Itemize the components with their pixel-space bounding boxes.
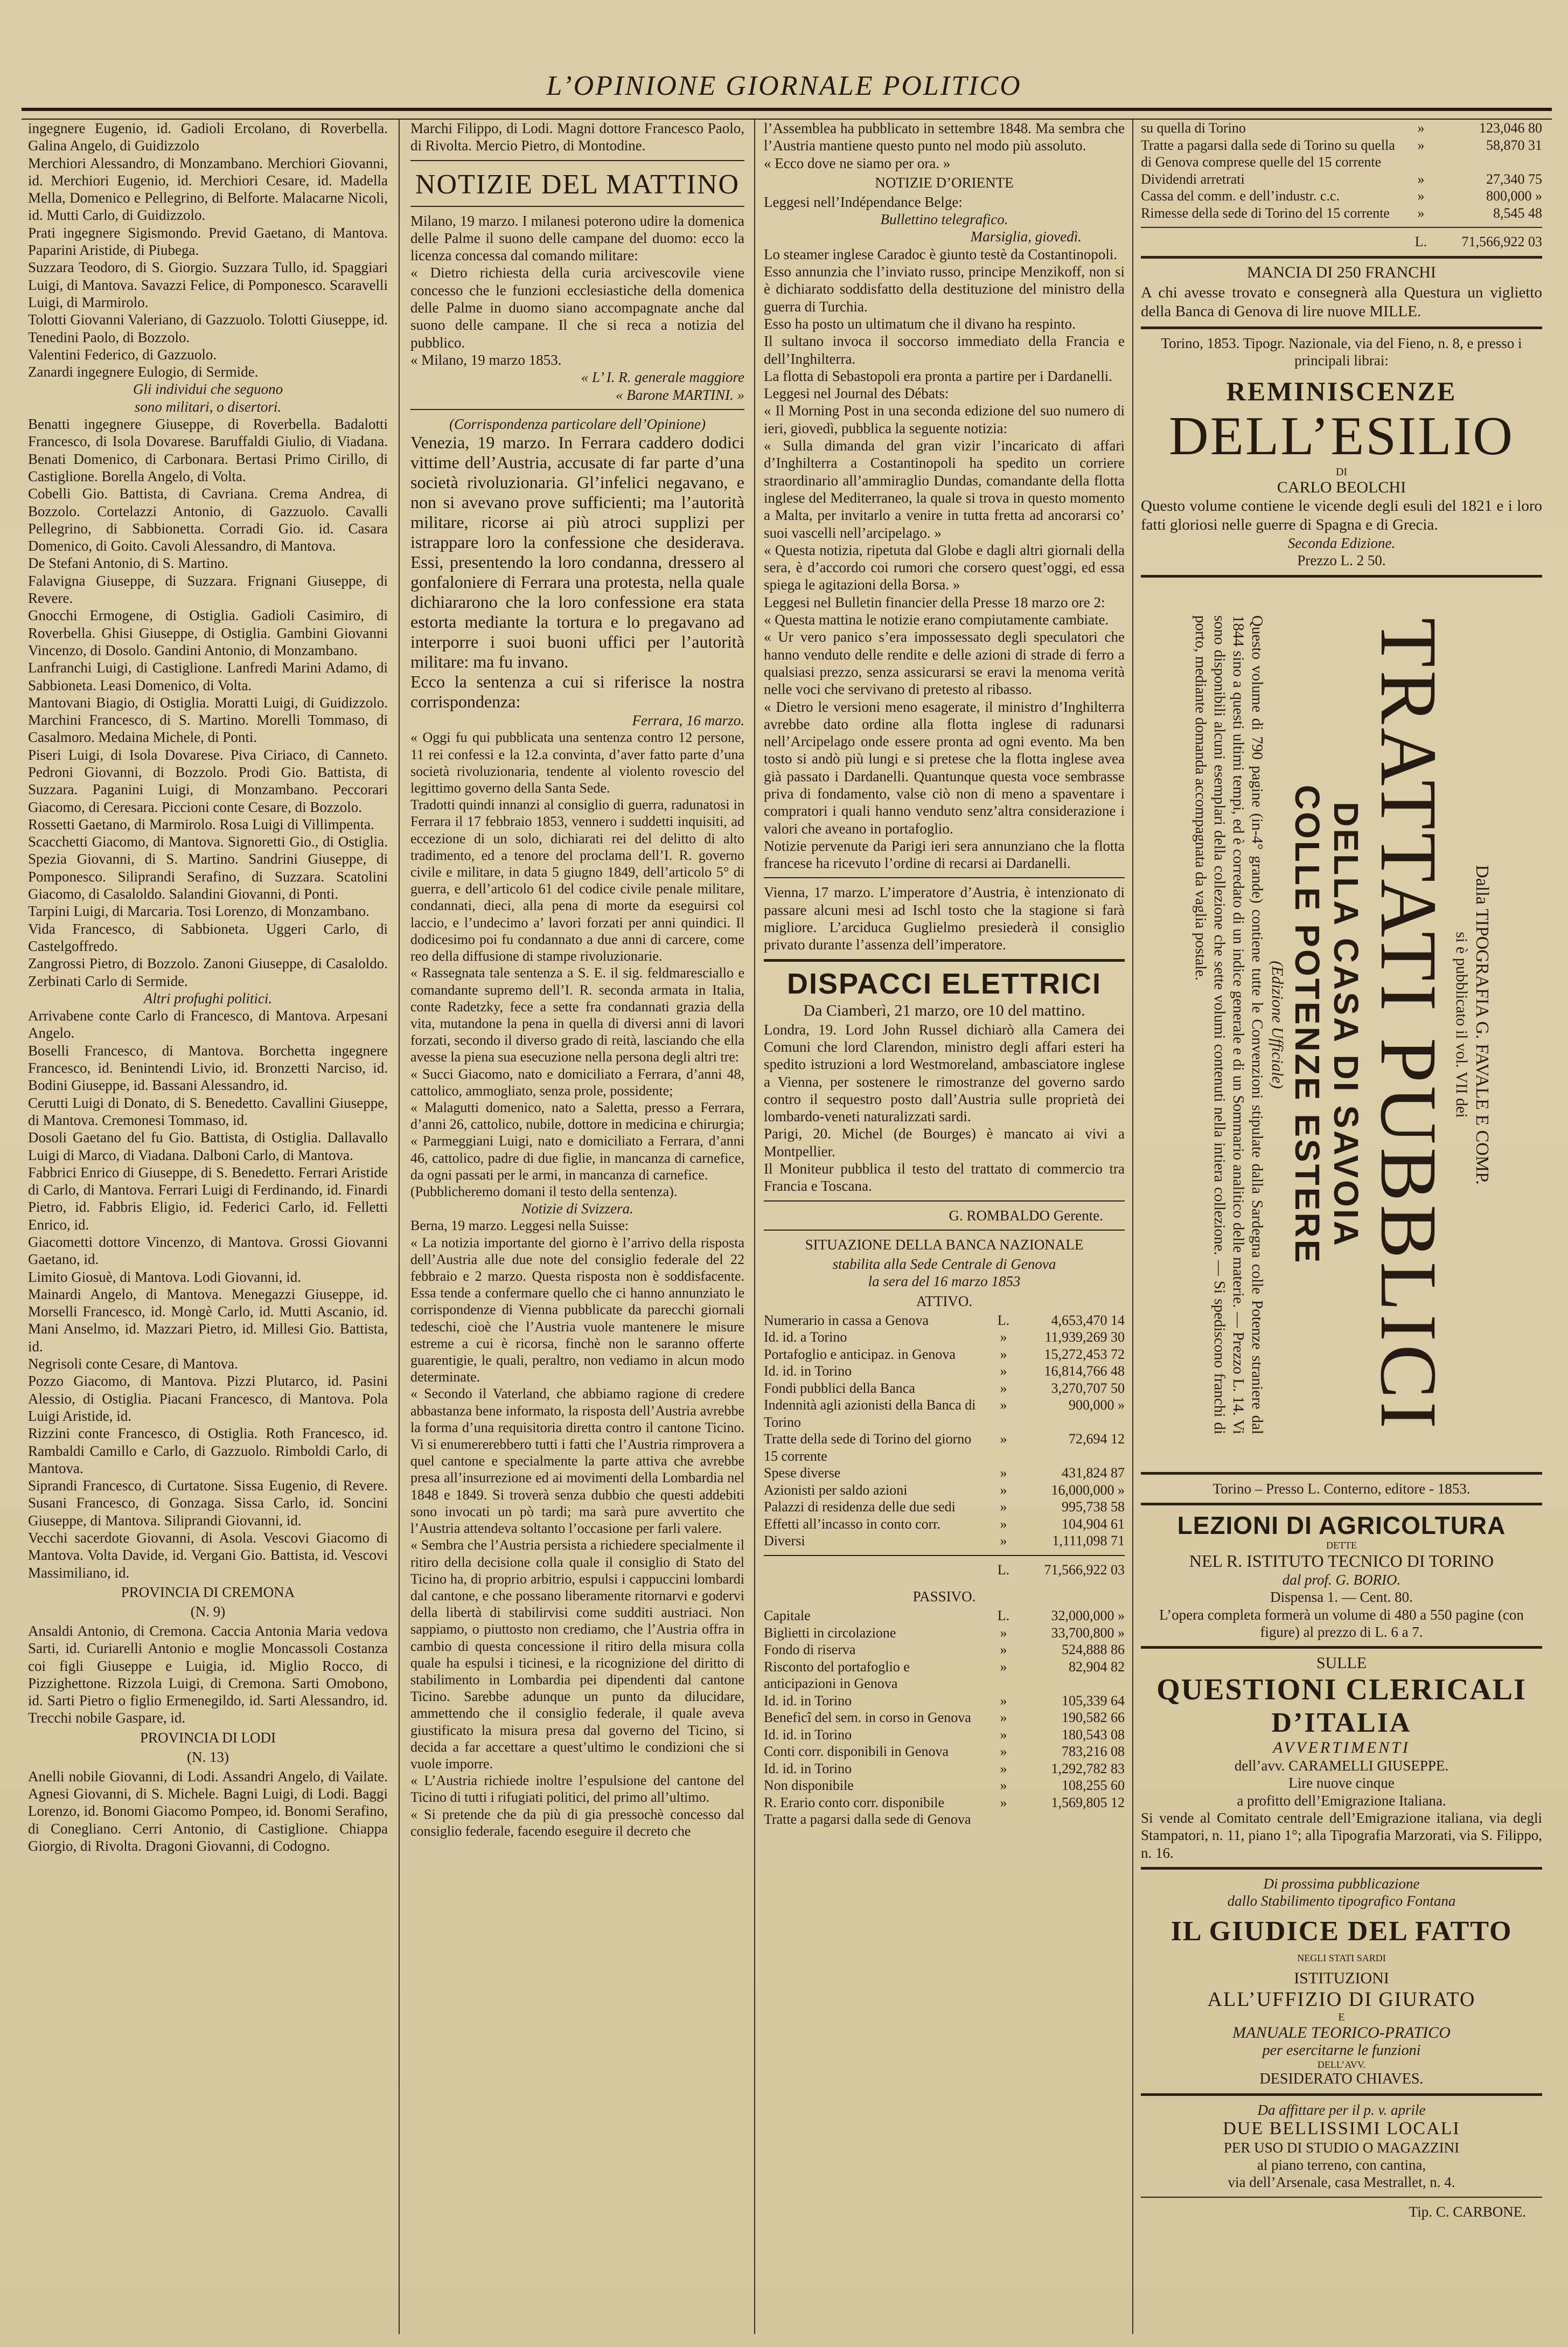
source-line: Leggesi nell’Indépendance Belge: [764,193,963,210]
ad-uso: PER USO DI STUDIO O MAGAZZINI [1223,2139,1460,2156]
row-currency: » [1000,1624,1007,1641]
liabilities-row [764,1794,1125,1811]
ad-title-casa: DELLA CASA DI SAVOIA [1326,801,1365,1248]
row-currency: » [1000,1431,1007,1447]
assets-row [764,1431,1125,1464]
ad-title-italia: D’ITALIA [1271,1707,1412,1739]
row-amount: 190,582 66 [1062,1710,1125,1726]
liabilities-row [764,1743,1125,1760]
book-author: CARLO BEOLCHI [1277,478,1406,497]
row-currency: » [1000,1777,1007,1794]
row-currency: » [1000,1516,1007,1532]
row-label: Id. id. in Torino [764,1760,852,1776]
row-label: Tratte della sede di Torino del giorno 15 corrente [764,1431,972,1464]
assets-total [764,1561,1125,1579]
row-amount: 72,694 12 [1069,1431,1125,1447]
divider [764,1555,1125,1556]
ad-title-trattati: TRATTATI PUBBLICI [1363,617,1453,1432]
row-label: Conti corr. disponibili in Genova [764,1744,949,1760]
row-label: Tratte a pagarsi dalla sede di Torino su quella di Genova comprese quelle del 15 corrente [1141,137,1395,170]
row-amount: 58,870 31 [1486,137,1542,153]
book-title-reminiscenze: REMINISCENZE [1226,376,1457,407]
book-title-esilio: DELL’ESILIO [1168,406,1515,467]
subheading-political: Altri profughi politici. [143,990,273,1006]
divider [1141,575,1542,578]
row-label: Spese diverse [764,1465,841,1481]
row-amount: 16,000,000 » [1051,1482,1125,1498]
row-amount: 82,904 82 [1069,1658,1125,1675]
row-amount: 32,000,000 » [1051,1608,1125,1624]
row-currency: » [1000,1363,1007,1379]
row-currency: » [1417,120,1425,136]
book-price: Prezzo L. 2 50. [1297,552,1386,569]
book-author-prefix: DI [1335,466,1348,478]
ad-stati: NEGLI STATI SARDI [1297,1952,1386,1963]
row-label: Risconto del portafoglio e anticipazioni in Genova [764,1658,910,1692]
row-label: Palazzi di residenza delle due sedi [764,1499,956,1515]
province-cremona-count: (N. 9) [190,1603,226,1620]
divider [410,206,744,207]
divider [1141,2093,1542,2096]
row-currency: » [1000,1533,1007,1549]
ad-e: E [1338,2011,1345,2023]
row-currency: » [1000,1726,1007,1742]
row-label: Id. id. in Torino [764,1726,852,1742]
row-label: Id. id. a Torino [764,1329,847,1345]
row-label: Effetti all’incasso in conto corr. [764,1516,941,1532]
liabilities-row [764,1709,1125,1726]
liabilities-row [1141,188,1542,205]
currency: L. [997,1561,1010,1578]
row-label: Numerario in cassa a Genova [764,1312,929,1328]
row-currency: » [1417,205,1425,221]
liabilities-row [1141,120,1542,137]
column-1 [28,120,388,2334]
assets-row [764,1397,1125,1431]
masthead: L’OPINIONE GIORNALE POLITICO [546,71,1022,101]
bank-title: SITUAZIONE DELLA BANCA NAZIONALE [805,1236,1084,1253]
row-currency: » [1000,1692,1007,1709]
subheading-military: Gli individui che seguono sono militari, o disertori. [133,381,283,415]
row-label: R. Erario conto corr. disponibile [764,1794,945,1810]
divider [764,1200,1125,1202]
divider [1141,227,1542,228]
row-amount: 180,543 08 [1062,1726,1125,1742]
row-currency: » [1000,1482,1007,1498]
ad-title-colle: COLLE POTENZE ESTERE [1287,784,1327,1265]
divider [764,959,1125,962]
assets-row [764,1329,1125,1346]
province-lodi-count: (N. 13) [187,1748,229,1765]
list-lombardy-part3: Arrivabene conte Carlo di Francesco, di Mantova. Arpesani Angelo. Boselli Francesco, di Mantova. Borchetta ingegnere Francesco, id. Benintendi Livio, id. Bronzetti Narciso, id. Bodini Giuseppe, id. Bassani Alessandro, id. Cerutti Luigi di Donato, di S. Benedetto. Cavallini Giuseppe, di Mantova. Cremonesi Tommaso, id. Dosoli Gaetano del fu Gio. Battista, di Ostiglia. Dallavallo Luigi di Marco, di Viadana. Dalboni Carlo, di Mantova. Fabbrici Enrico di Giuseppe, di S. Benedetto. Ferrari Aristide di Carlo, di Mantova. Ferrari Luigi di Ferdinando, id. Finardi Pietro, id. Fabbris Eligio, id. Federici Carlo, id. Felletti Enrico, id. Giacometti dottore Vincenzo, di Mantova. Grossi Giovanni Gaetano, id. Limito Giosuè, di Mantova. Lodi Giovanni, id. Mainardi Angelo, di Mantova. Menegazzi Giuseppe, id. Morselli Francesco, id. Mongè Carlo, id. Mutti Ascanio, id. Mani Anselmo, id. Mazzari Pietro, id. Millesi Gio. Battista, id. Negrisoli conte Cesare, di Mantova. Pozzo Giacomo, di Mantova. Pizzi Plutarco, id. Pasini Alessio, di Ostiglia. Piacani Francesco, di Mantova. Pola Luigi Aristide, id. Rizzini conte Francesco, di Ostiglia. Roth Francesco, id. Rambaldi Camillo e Carlo, di Gazzuolo. Rimboldi Carlo, di Mantova. Siprandi Francesco, di Curtatone. Sissa Eugenio, di Revere. Susani Francesco, di Gonzaga. Sissa Carlo, id. Soncini Giuseppe, di Mantova. Siliprandi Giovanni, id. Vecchi sacerdote Giovanni, di Asola. Vescovi Giacomo di Mantova. Volta Davide, id. Vergani Gio. Battista, id. Vescovi Massimiliano, id. [28,1008,388,1581]
ad-dellavv: DELL’AVV. [1317,2059,1366,2070]
ad-volume: si è pubblicato il vol. VII dei [1452,932,1471,1118]
row-currency: » [1000,1380,1007,1396]
ad-dispensa: Dispensa 1. — Cent. 80. [1270,1589,1413,1606]
row-currency: L. [997,1608,1010,1624]
row-amount: 1,569,805 12 [1051,1794,1125,1810]
section-title-orient: NOTIZIE D’ORIENTE [875,174,1014,191]
article-sentenza: « Oggi fu qui pubblicata una sentenza contro 12 persone, 11 rei confessi e la 12.a convinta, d’aver fatto parte d’una società rivoluzionaria, tendente al violento rovescio del legittimo governo della Santa Sede. Tradotti quindi innanzi al consiglio di guerra, radunatosi in Ferrara il 17 febbraio 1853, vennero i suddetti inquisiti, ad eccezione di un solo, dichiarati rei del delitto di alto tradimento, ed a tenore del proclama dell’I. R. governo civile e militare, in data 5 giugno 1849, dell’articolo 5° di guerra, e dell’articolo 61 del codice civile penale militare, condannati, dieci, alla pena di morte da eseguirsi col laccio, e l’undecimo a’ lavori forzati per anni quindici. Il dodicesimo poi fu condannato a due anni di carcere, come reo della diffusione di stampe rivoluzionarie. « Rassegnata tale sentenza a S. E. il sig. feldmaresciallo e comandante supremo dell’I. R. seconda armata in Italia, conte Radetzky, fece a sette fra condannati grazia della vita, mutandone la pena in quella di diversi anni di lavori forzati, secondo il diverso grado di reità, lasciando che ella avesse la piena sua esecuzione nella persona degli altri tre: « Succi Giacomo, nato e domiciliato a Ferrara, d’anni 48, cattolico, ammogliato, senza prole, possidente; « Malagutti domenico, nato a Saletta, presso a Ferrara, d’anni 26, cattolico, nubile, dottore in medicina e chirurgia; « Parmeggiani Luigi, nato e domiciliato a Ferrara, d’anni 46, cattolico, padre di due figlie, in mancanza di carnefice, da ogni passati per le armi, in mancanza di carnefice. (Pubblicheremo domani il testo della sentenza). [410,730,744,1199]
ad-upcoming: Di prossima pubblicazione dallo Stabilimento tipografico Fontana [1227,1875,1456,1909]
row-label: Capitale [764,1608,811,1624]
list-lodi: Anelli nobile Giovanni, di Lodi. Assandri Angelo, di Vailate. Agnesi Giovanni, di S. Michele. Bagni Luigi, di Lodi. Baggi Lorenzo, id. Bonomi Giacomo Pompeo, id. Bonomi Serafino, di Conegliano. Cerri Antonio, di Castiglione. Chiappa Giorgio, di Rivolta. Dragoni Giovanni, di Codogno. [28,1768,388,1854]
row-currency: » [1417,171,1425,187]
row-amount: 900,000 » [1069,1397,1125,1413]
liabilities-row [764,1692,1125,1710]
divider [1141,1646,1542,1649]
assets-row [764,1464,1125,1482]
province-lodi: PROVINCIA DI LODI [140,1729,276,1746]
row-amount: 11,939,269 30 [1044,1329,1125,1345]
dateline-ferrara: Ferrara, 16 marzo. [632,712,744,729]
row-label: su quella di Torino [1141,120,1246,136]
row-label: Fondo di riserva [764,1642,856,1658]
currency: L. [1414,234,1427,249]
row-amount: 800,000 » [1486,188,1542,204]
row-label: Rimesse della sede di Torino del 15 corrente [1141,205,1390,221]
ad-sulle: SULLE [1316,1654,1367,1672]
column-4 [1141,120,1542,2334]
ad-manuale: MANUALE TEORICO-PRATICO [1232,2023,1451,2042]
liabilities-row [764,1658,1125,1692]
row-label: Diversi [764,1533,805,1549]
assets-row [764,1532,1125,1550]
row-currency: » [1000,1760,1007,1776]
reward-title: MANCIA DI 250 FRANCHI [1247,263,1436,281]
row-label: Fondi pubblici della Banca [764,1380,915,1396]
divider [410,409,744,410]
ad-istituto: NEL R. ISTITUTO TECNICO DI TORINO [1189,1551,1494,1571]
ad-rent: Da affittare per il p. v. aprile [1257,2101,1426,2118]
section-title-dispatches: DISPACCI ELETTRICI [786,967,1102,1000]
masthead-rule [22,108,1552,120]
row-amount: 4,653,470 14 [1051,1312,1125,1328]
liabilities-row [764,1760,1125,1777]
printer-line: Tip. C. CARBONE. [1409,2203,1526,2220]
section-title-morning-news: NOTIZIE DEL MATTINO [415,169,740,200]
ad-profit: a profitto dell’Emigrazione Italiana. [1237,1792,1446,1809]
row-amount: 995,738 58 [1062,1499,1125,1515]
assets-row [764,1363,1125,1380]
bulletin-label: Bullettino telegrafico. [880,211,1008,228]
ad-title-questioni: QUESTIONI CLERICALI [1156,1673,1527,1707]
article-milano: Milano, 19 marzo. I milanesi poterono udire la domenica delle Palme il suono delle campane del duomo: ecco la licenza concessa dal comando militare: « Dietro richiesta della curia arcivescovile viene concesso che le funzioni ecclesiastiche della domenica delle Palme in duomo siano accompagnate anche dal suono delle campane. Il che si reca a notizia del pubblico. « Milano, 19 marzo 1853. [410,212,744,368]
liabilities-total [1141,233,1542,251]
liabilities-row [764,1607,1125,1624]
amount: 71,566,922 03 [1461,234,1542,249]
list-lodi-continued: Marchi Filippo, di Lodi. Magni dottore Francesco Paolo, di Rivolta. Mercio Pietro, di Montodine. [410,120,744,154]
row-label: Azionisti per saldo azioni [764,1482,908,1498]
article-continued: l’Assemblea ha pubblicato in settembre 1848. Ma sembra che l’Austria mantiene questo punto nel modo più assoluto. « Ecco dove ne siamo per ora. » [764,120,1125,171]
assets-table [764,1312,1125,1550]
row-currency: » [1000,1465,1007,1481]
rotated-advertisement [1141,583,1542,1467]
ad-funzioni: per esercitarne le funzioni [1262,2042,1421,2059]
liabilities-row [1141,205,1542,222]
dispatches-body: Londra, 19. Lord John Russel dichiarò alla Camera dei Comuni che lord Clarendon, ministro degli affari esteri ha spedito istruzioni a lord Westmoreland, ambasciatore inglese a Vienna, per sostenere le rimostranze del governo sardo contro il sequestro posto dall’Austria sulle proprietà dei lombardo-veneti naturalizzati sardi. Parigi, 20. Michel (de Bourges) è mancato ai vivi a Montpellier. Il Moniteur pubblica il testo del trattato di commercio tra Francia e Toscana. [764,1021,1125,1195]
row-label: Non disponibile [764,1777,854,1794]
row-amount: 524,888 86 [1062,1642,1125,1658]
article-orient: Lo steamer inglese Caradoc è giunto testè da Costantinopoli. Esso annunzia che l’inviato russo, principe Menzikoff, non si è dichiarato soddisfatto della destituzione del ministro della guerra di Turchia. Esso ha posto un ultimatum che il divano ha respinto. Il sultano invoca il soccorso immediato della Francia e dell’Inghilterra. La flotta di Sebastopoli era pronta a partire per i Dardanelli. Leggesi nel Journal des Débats: « Il Morning Post in una seconda edizione del suo numero di ieri, giovedì, pubblica la seguente notizia: « Sulla dimanda del gran vizir l’incaricato di affari d’Inghilterra a Costantinopoli ha spedito un corriere straordinario all’ammiraglio Dundas, comandante della flotta inglese del Mediterraneo, la quale si trova in questo momento a Malta, per invitarlo a venire in tutta fretta ad ancorarsi co’ suoi vascelli nell’arcipelago. » « Questa notizia, ripetuta dal Globe e dagli altri giornali della sera, è d’accordo coi rumori che corsero quest’oggi, ed essa spiega le agitazioni della Borsa. » Leggesi nel Bulletin financier della Presse 18 marzo ore 2: « Questa mattina le notizie erano compiutamente cambiate. « Ur vero panico s’era impossessato degli speculatori che hanno venduto delle rendite e delle azioni di strade di ferro a qualsiasi prezzo, senza assicurarsi se eravi la menoma verità nelle voci che servivano di pretesto al ribasso. « Dietro le versioni meno esagerate, il ministro d’Inghilterra avrebbe dato ordine alla flotta inglese di radunarsi nell’Arcipelago onde essere pronta ad ogni evento. Ma ben tosto si andò più lungi e si pretese che la flotta inglese avea già passato i Dardanelli. Quantunque questa voce sembrasse priva di fondamento, valse ciò non di meno a spaventare i compratori i quali hanno venduto senz’altra considerazione i valori che aveano in portafoglio. Notizie pervenute da Parigi ieri sera annunziano che la flotta francese ha ricevuto l’ordine di recarsi ai Dardanelli. [764,246,1125,872]
divider [1141,1503,1542,1505]
liabilities-table-continued [1141,120,1542,221]
row-currency [985,1811,1022,1828]
publisher-line: Torino, 1853. Tipogr. Nazionale, via del Fieno, n. 8, e presso i principali librai: [1161,335,1522,369]
liabilities-row [1141,171,1542,188]
ad-publisher: Dalla TIPOGRAFIA G. FAVALE E COMP. [1472,864,1492,1185]
assets-heading: ATTIVO. [916,1293,973,1309]
assets-row [764,1312,1125,1329]
row-amount: 123,046 80 [1479,120,1542,136]
row-currency: L. [997,1312,1010,1328]
row-amount: 1,111,098 71 [1052,1533,1125,1549]
row-currency: » [1000,1744,1007,1760]
row-label: Biglietti in circolazione [764,1624,896,1641]
ad-via: via dell’Arsenale, casa Mestrallet, n. 4. [1228,2174,1455,2191]
ad-chiaves: DESIDERATO CHIAVES. [1259,2070,1424,2087]
ad-dette: DETTE [1326,1539,1357,1551]
row-currency: » [1000,1710,1007,1726]
assets-row [764,1380,1125,1397]
column-divider [399,120,400,2334]
ad-piano: al piano terreno, con cantina, [1257,2157,1426,2174]
row-amount: 431,824 87 [1062,1465,1125,1481]
row-currency: » [1000,1499,1007,1515]
row-amount: 15,272,453 72 [1044,1346,1125,1362]
row-currency: » [1417,188,1425,204]
row-amount: 27,340 75 [1486,171,1542,187]
ad-opera: L’opera completa formerà un volume di 480 a 550 pagine (con figure) al prezzo di L. 6 a 7. [1159,1606,1524,1640]
assets-row [764,1498,1125,1516]
row-currency: » [1000,1346,1007,1362]
row-amount: 1,292,782 83 [1051,1760,1125,1776]
divider [764,877,1125,878]
row-amount: 3,270,707 50 [1051,1380,1125,1396]
conterno-line: Torino – Presso L. Conterno, editore - 1853. [1212,1480,1471,1497]
row-label: Cassa del comm. e dell’industr. c.c. [1141,188,1340,204]
column-divider [1132,120,1133,2334]
liabilities-heading: PASSIVO. [912,1588,976,1605]
divider [1141,256,1542,259]
row-label: Dividendi arretrati [1141,171,1245,187]
row-label: Indennità agli azionisti della Banca di Torino [764,1397,976,1430]
row-label: Id. id. in Torino [764,1363,852,1379]
liabilities-row [764,1777,1125,1794]
row-label: Portafoglio e anticipaz. in Genova [764,1346,956,1362]
liabilities-row [764,1811,1125,1828]
divider [1141,1867,1542,1870]
row-amount: 33,700,800 » [1051,1624,1125,1641]
liabilities-table [764,1607,1125,1828]
ad-title-giudice: IL GIUDICE DEL FATTO [1170,1915,1513,1947]
assets-row [764,1482,1125,1499]
liabilities-row [764,1624,1125,1642]
row-amount [1022,1811,1125,1828]
ad-locali: DUE BELLISSIMI LOCALI [1223,2118,1460,2138]
list-lombardy-part1: ingegnere Eugenio, id. Gadioli Ercolano, di Roverbella. Galina Angelo, di Guidizzolo Merchiori Alessandro, di Monzambano. Merchiori Giovanni, id. Merchiori Eugenio, id. Merchiori Cesare, id. Madella Mella, Domenico e Pellegrino, di Belforte. Malacarne Nicoli, id. Mutti Carlo, di Guidizzolo. Prati ingegnere Sigismondo. Previd Gaetano, di Mantova. Paparini Aristide, di Piubega. Suzzara Teodoro, di S. Giorgio. Suzzara Tullo, id. Spaggiari Luigi, di Mantova. Savazzi Felice, di Pomponesco. Scaravelli Luigi, di Marmirolo. Tolotti Giovanni Valeriano, di Gazzuolo. Tolotti Giuseppe, id. Tenedini Paolo, di Bozzolo. Valentini Federico, di Gazzuolo. Zanardi ingegnere Eulogio, di Sermide. [28,120,388,380]
correspondence-label: (Corrispondenza particolare dell’Opinione) [449,415,706,432]
liabilities-row [1141,137,1542,171]
row-label: Beneficî del sem. in corso in Genova [764,1710,971,1726]
row-currency: » [1000,1658,1007,1675]
divider [764,1230,1125,1231]
liabilities-row [764,1726,1125,1744]
divider [1141,1472,1542,1475]
liabilities-row [764,1641,1125,1658]
row-currency: » [1000,1329,1007,1345]
row-currency: » [1000,1794,1007,1810]
ad-title-agricoltura: LEZIONI DI AGRICOLTURA [1177,1511,1506,1539]
row-amount: 8,545 48 [1493,205,1542,221]
row-amount: 104,904 61 [1062,1516,1125,1532]
ad-description: Questo volume di 790 pagine (in-4° grande) contiene tutte le Convenzioni stipulate dalla Sardegna colle Potenze straniere dal 1844 sino a questi ultimi tempi, ed è corredato di un indice generale e di un Sommario analitico delle materie. — Prezzo L. 14. Vi sono disponibili alcuni esemplari della collezione che sette volumi contenuti nella intiera collezione. — Si spediscono franchi di porto, mediante domanda accompagnata da vaglia postale. [1191,615,1266,1434]
article-venezia: Venezia, 19 marzo. In Ferrara caddero dodici vittime dell’Austria, accusate di far parte d’una società rivoluzionaria. Gl’infelici negavano, e non si avevano prove sufficienti; ma l’autorità militare, ricorse ai più atroci supplizi per istrappare loro la confessione che desiderava. Essi, presentendo la loro condanna, dressero al gonfaloniere di Ferrara una protesta, nella quale dichiararono che la loro confessione era stata estorta mediante la tortura e lo pregavano ad interporre i suoi buoni uffici per l’autorità militare: ma fu invano. Ecco la sentenza a cui si riferisce la nostra corrispondenza: [410,433,744,712]
ad-professor: dal prof. G. BORIO. [1282,1571,1401,1588]
list-lombardy-part2: Benatti ingegnere Giuseppe, di Roverbella. Badalotti Francesco, di Isola Dovarese. Baruffaldi Giulio, di Viadana. Benati Domenico, di Carbonara. Bertasi Primo Cirillo, di Castiglione. Borella Angelo, di Volta. Cobelli Gio. Battista, di Cavriana. Crema Andrea, di Bozzolo. Cortelazzi Antonio, di Gazzuolo. Cavalli Pellegrino, di Sabbionetta. Corradi Gio. id. Casara Domenico, di Goito. Cavoli Alessandro, di Mantova. De Stefani Antonio, di S. Martino. Falavigna Giuseppe, di Suzzara. Frignani Giuseppe, di Revere. Gnocchi Ermogene, di Ostiglia. Gadioli Casimiro, di Roverbella. Ghisi Giuseppe, di Ostiglia. Gambini Giovanni Vincenzo, di Dosolo. Gandini Antonio, di Monzambano. Lanfranchi Luigi, di Castiglione. Lanfredi Marini Adamo, di Sabbioneta. Leasi Domenico, di Volta. Mantovani Biagio, di Ostiglia. Moratti Luigi, di Guidizzolo. Marchini Francesco, di S. Martino. Morelli Tommaso, di Casalmoro. Medaina Michele, di Ponti. Piseri Luigi, di Isola Dovarese. Piva Ciriaco, di Canneto. Pedroni Giovanni, di Bozzolo. Prodi Gio. Battista, di Suzzara. Paganini Luigi, di Monzambano. Peccorari Giacomo, di Ceresara. Piccioni conte Cesare, di Bozzolo. Rossetti Gaetano, di Marmirolo. Rosa Luigi di Villimpenta. Scacchetti Giacomo, di Mantova. Signoretti Gio., di Ostiglia. Spezia Giovanni, di S. Martino. Sandrini Giuseppe, di Pomponesco. Siliprandi Serafino, di Suzzara. Scatolini Giacomo, di Casaloldo. Salandini Giovanni, di Ponti. Tarpini Luigi, di Marcaria. Tosi Lorenzo, di Monzambano. Vida Francesco, di Sabbioneta. Uggeri Carlo, di Castelgoffredo. Zangrossi Pietro, di Bozzolo. Zanoni Giuseppe, di Casaloldo. Zerbinati Carlo di Sermide. [28,416,388,989]
ad-edition: (Edizione Ufficiale) [1268,960,1286,1089]
row-label: Tratte a pagarsi dalla sede di Genova [764,1811,971,1828]
reward-text: A chi avesse trovato e consegnerà alla Questura un viglietto della Banca di Genova di lire nuove MILLE. [1141,283,1542,320]
subheading-svizzera: Notizie di Svizzera. [521,1200,633,1217]
article-berna: Berna, 19 marzo. Leggesi nella Suisse: « La notizia importante del giorno è l’arrivo della risposta dell’Austria alle due note del consiglio federale del 22 febbraio e 2 marzo. Questa risposta non è soddisfacente. Essa tende a confermare quello che ci hanno annunziato le corrispondenze di Vienna pubblicate da parecchi giornali tedeschi, cioè che l’Austria vuole mantenere le misure estreme a cui è ricorsa, finchè non le saranno offerte guarentigie, le quali, peraltro, non vediamo in alcun modo determinate. « Secondo il Vaterland, che abbiamo ragione di credere abbastanza bene informato, la risposta dell’Austria avrebbe la forma d’una requisitoria diretta contro il cantone Ticino. Vi si enumererebbero tutti i fatti che l’Austria rimprovera a quel cantone e specialmente la parte attiva che avrebbe presa all’insurrezione ed ai movimenti della Lombardia nel 1848 e 1849. Si troverà senza dubbio che questi addebiti sono invocati un pò tardi; ma sarà pure avvertito che l’Austria attendeva soltanto l’occasione per farli valere. « Sembra che l’Austria persista a richiedere specialmente il ritiro della decisione colla quale il consiglio di Stato del Ticino ha, di proprio arbitrio, espulsi i cappuccini lombardi dal cantone, e che possano liberamente ritornarvi e godervi della libertà di stabilirvisi come sudditi austriaci. Non sappiamo, o piuttosto non crediamo, che l’Austria offra in cambio di questa concessione il ritiro della misura colla quale ha espulsi i ticinesi, e la ricognizione del diritto di stabilimento in Lombardia pei dipendenti dal cantone Ticino. Sarebbe adunque un punto da dilucidare, ammettendo che il consiglio federale, il quale aveva giustificato la misura presa dal governo del Ticino, si decida a far accettare a quest’ultimo le condizioni che si vuole imporre. « L’Austria richiede inoltre l’espulsione del cantone del Ticino di tutti i rifugiati politici, del primo all’ultimo. « Si pretende che da più di gia pressochè concesso dal consiglio federale, facendo eseguire il decreto che [410,1218,744,1839]
column-divider [754,120,755,2334]
row-currency: » [1000,1642,1007,1658]
book-edition: Seconda Edizione. [1287,535,1396,552]
ad-sales: Si vende al Comitato centrale dell’Emigrazione italiana, via degli Stampatori, n. 11, piano 1°; alla Tipografia Marzorati, via S. Filippo, n. 16. [1141,1810,1542,1861]
ad-author: dell’avv. CARAMELLI GIUSEPPE. [1234,1758,1449,1774]
signature-martini: « L’ I. R. generale maggiore « Barone MARTINI. » [581,369,744,403]
assets-row [764,1346,1125,1363]
book-description: Questo volume contiene le vicende degli esuli del 1821 e i loro fatti gloriosi nelle guerre di Spagna e di Grecia. [1141,497,1542,534]
province-cremona: PROVINCIA DI CREMONA [121,1584,295,1600]
assets-row [764,1516,1125,1533]
divider [1141,2197,1542,2198]
column-3 [764,120,1125,2334]
manager-signature: G. ROMBALDO Gerente. [949,1207,1103,1224]
bank-subtitle: stabilita alla Sede Centrale di Genova la sera del 16 marzo 1853 [832,1255,1056,1290]
dateline-marsiglia: Marsiglia, giovedì. [970,228,1082,245]
column-2 [410,120,744,2334]
row-amount: 783,216 08 [1062,1744,1125,1760]
row-currency: » [1000,1397,1007,1413]
row-amount: 108,255 60 [1062,1777,1125,1794]
ad-istituzioni: ISTITUZIONI [1294,1969,1389,1987]
amount: 71,566,922 03 [1044,1561,1125,1578]
divider [410,160,744,161]
row-label: Id. id. in Torino [764,1692,852,1709]
ad-avvertimenti: AVVERTIMENTI [1273,1739,1410,1757]
ad-uffizio: ALL’UFFIZIO DI GIURATO [1207,1988,1476,2011]
list-cremona: Ansaldi Antonio, di Cremona. Caccia Antonia Maria vedova Sarti, id. Curiarelli Antonio e moglie Moncassoli Costanza coi figli Giuseppe e Luigia, id. Miglio Rocco, di Pizzighettone. Rizzola Luigi, di Cremona. Sarti Omobono, id. Sarti Pietro o figlio Ermenegildo, id. Sarti Alessandro, id. Trecchi nobile Gaspare, id. [28,1622,388,1726]
ad-price: Lire nuove cinque [1288,1775,1395,1792]
dispatch-origin: Da Ciamberì, 21 marzo, ore 10 del mattino. [803,1001,1085,1019]
row-amount: 105,339 64 [1062,1692,1125,1709]
divider [1141,327,1542,329]
row-currency: » [1417,137,1425,153]
article-vienna: Vienna, 17 marzo. L’imperatore d’Austria, è intenzionato di passare alcuni mesi ad Ischl tosto che la stagione si farà migliore. L’arciduca Guglielmo presiederà il consiglio privato durante l’assenza dell’imperatore. [764,884,1125,953]
row-amount: 16,814,766 48 [1044,1363,1125,1379]
